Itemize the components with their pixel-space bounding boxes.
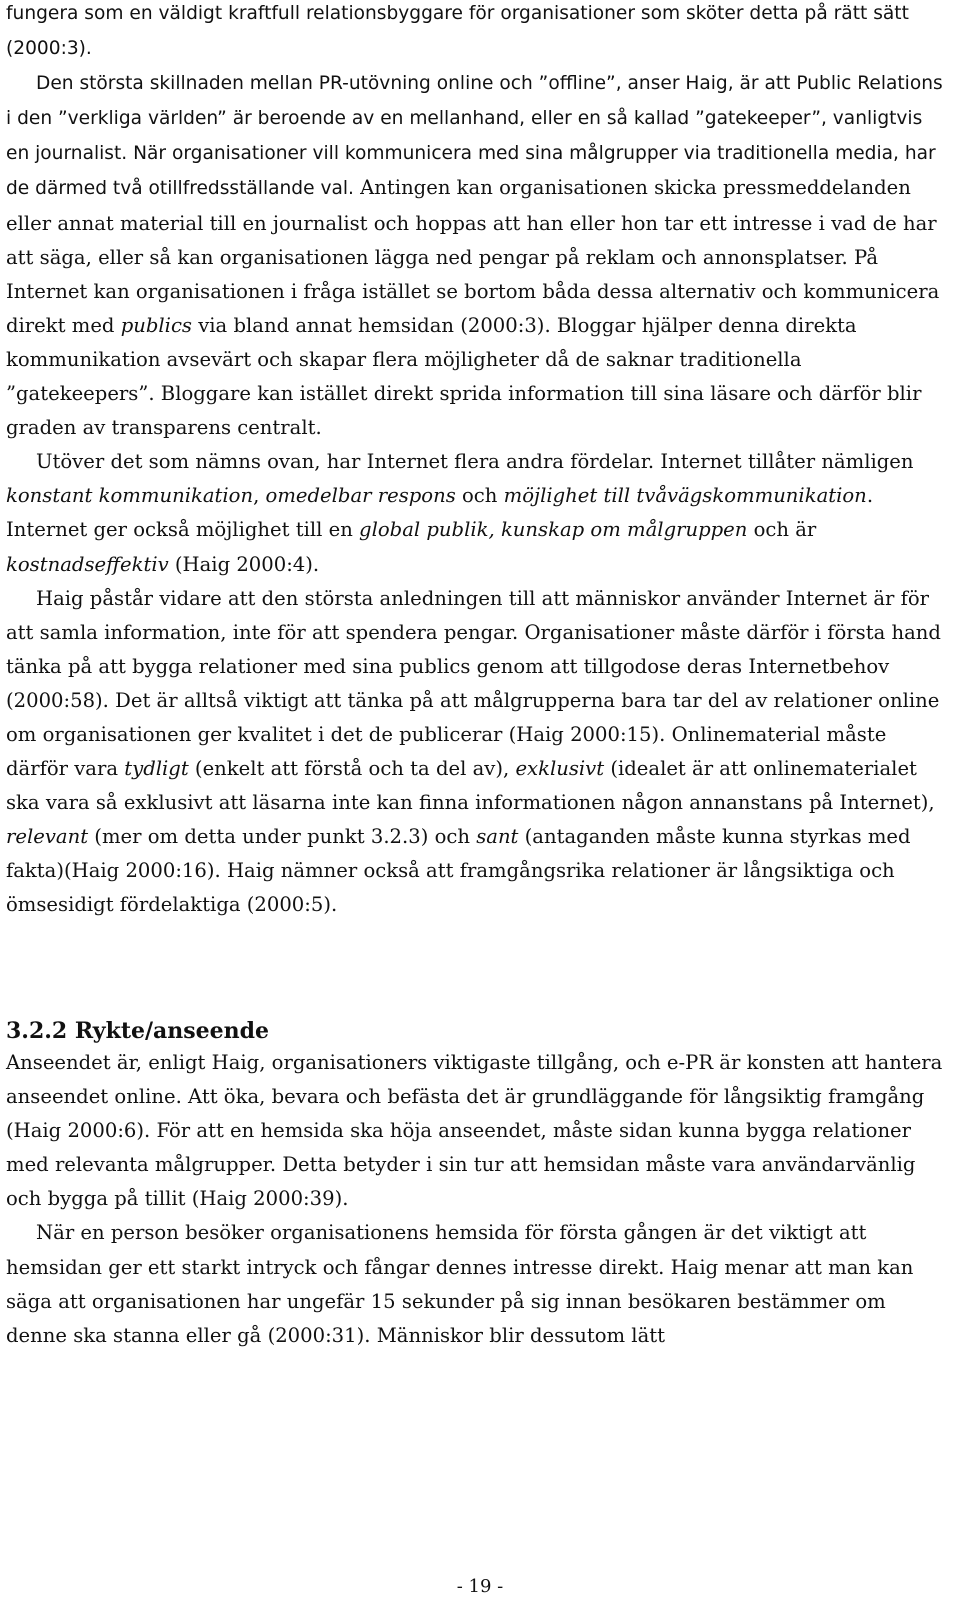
italic-term: global publik, kunskap om målgruppen [359, 518, 748, 542]
body-text-top [6, 0, 948, 923]
paragraph-text: Den största skillnaden mellan PR-utövning online och ”offline”, anser Haig, är att Public Relations i den ”verkliga världen” är beroende av en mellanhand, eller en så kallad ”gatekeeper”, vanligtvis en journalist. När organisationer vill kommunicera med sina målgrupper via traditionella media, har de därmed två otillfredsställande val. [6, 73, 949, 200]
paragraph-text: (idealet är att onlinematerialet ska vara så exklusivt att läsarna inte kan finna informationen någon annanstans på Internet), [6, 757, 941, 815]
paragraph-4 [6, 582, 948, 923]
paragraph-1 [6, 0, 948, 66]
paragraph-text: (enkelt att förstå och ta del av), [188, 757, 516, 781]
paragraph-text: fungera som en väldigt kraftfull relationsbyggare för organisationer som sköter detta på rätt sätt (2000:3). [6, 3, 915, 60]
italic-term: omedelbar respons [265, 484, 456, 508]
paragraph-text: Haig påstår vidare att den största anledningen till att människor använder Internet är för att samla information, inte för att spendera pengar. Organisationer måste därför i första hand tänka på att bygga relationer med sina publics genom att tillgodose deras Internetbehov (2000:58). Det är alltså viktigt att tänka på att målgrupperna bara tar del av relationer online om organisationen ger kvalitet i det de publicerar (Haig 2000:15). Onlinematerial måste därför vara [6, 586, 948, 781]
paragraph-text: , [253, 484, 266, 508]
italic-term: kostnadseffektiv [6, 552, 169, 576]
body-text-bottom [6, 1046, 948, 1353]
paragraph-2 [6, 66, 948, 445]
italic-term: exklusivt [515, 757, 605, 781]
paragraph-text: (antaganden måste kunna styrkas med fakta)(Haig 2000:16). Haig nämner också att framgångsrika relationer är långsiktiga och ömsesidigt fördelaktiga (2000:5). [6, 825, 917, 917]
paragraph-6: När en person besöker organisationens hemsida för första gången är det viktigt att hemsidan ger ett starkt intryck och fångar dennes intresse direkt. Haig menar att man kan säga att organisationen har ungefär 15 sekunder på sig innan besökaren bestämmer om denne ska stanna eller gå (2000:31). Människor blir dessutom lätt [6, 1221, 920, 1347]
italic-term: publics [120, 313, 192, 337]
italic-term: konstant kommunikation [6, 484, 254, 508]
paragraph-text: och är [747, 518, 823, 542]
paragraph-text: (Haig 2000:4). [168, 552, 320, 576]
paragraph-text: (mer om detta under punkt 3.2.3) och [88, 825, 477, 849]
paragraph-text: via bland annat hemsidan (2000:3). Bloggar hjälper denna direkta kommunikation avsevärt och skapar flera möjligheter då de saknar traditionella ”gatekeepers”. Bloggare kan istället direkt sprida information till sina läsare och därför blir graden av transparens centralt. [6, 313, 928, 440]
paragraph-text: Antingen kan organisationen skicka pressmeddelanden eller annat material till en journalist och hoppas att han eller hon tar ett intresse i vad de har att säga, eller så kan organisationen lägga ned pengar på reklam och annonsplatser. På Internet kan organisationen i fråga istället se bortom båda dessa alternativ och kommunicera direkt med [6, 176, 946, 337]
paragraph-text: . Internet ger också möjlighet till en [6, 484, 880, 542]
italic-term: sant [476, 825, 519, 849]
italic-term: tydligt [124, 757, 189, 781]
section-heading: 3.2.2 Rykte/anseende [6, 1018, 270, 1044]
paragraph-5: Anseendet är, enligt Haig, organisationers viktigaste tillgång, och e-PR är konsten att hantera anseendet online. Att öka, bevara och befästa det är grundläggande för långsiktig framgång (Haig 2000:6). För att en hemsida ska höja anseendet, måste sidan kunna bygga relationer med relevanta målgrupper. Detta betyder i sin tur att hemsidan måste vara användarvänlig och bygga på tillit (Haig 2000:39). [6, 1051, 949, 1211]
italic-term: möjlighet till tvåvägskommunikation [503, 484, 867, 508]
paragraph-text: Utöver det som nämns ovan, har Internet flera andra fördelar. Internet tillåter nämligen [36, 450, 920, 474]
page-number: - 19 - [456, 1576, 504, 1597]
paragraph-3 [6, 445, 948, 581]
italic-term: relevant [6, 825, 89, 849]
paragraph-text: och [455, 484, 504, 508]
